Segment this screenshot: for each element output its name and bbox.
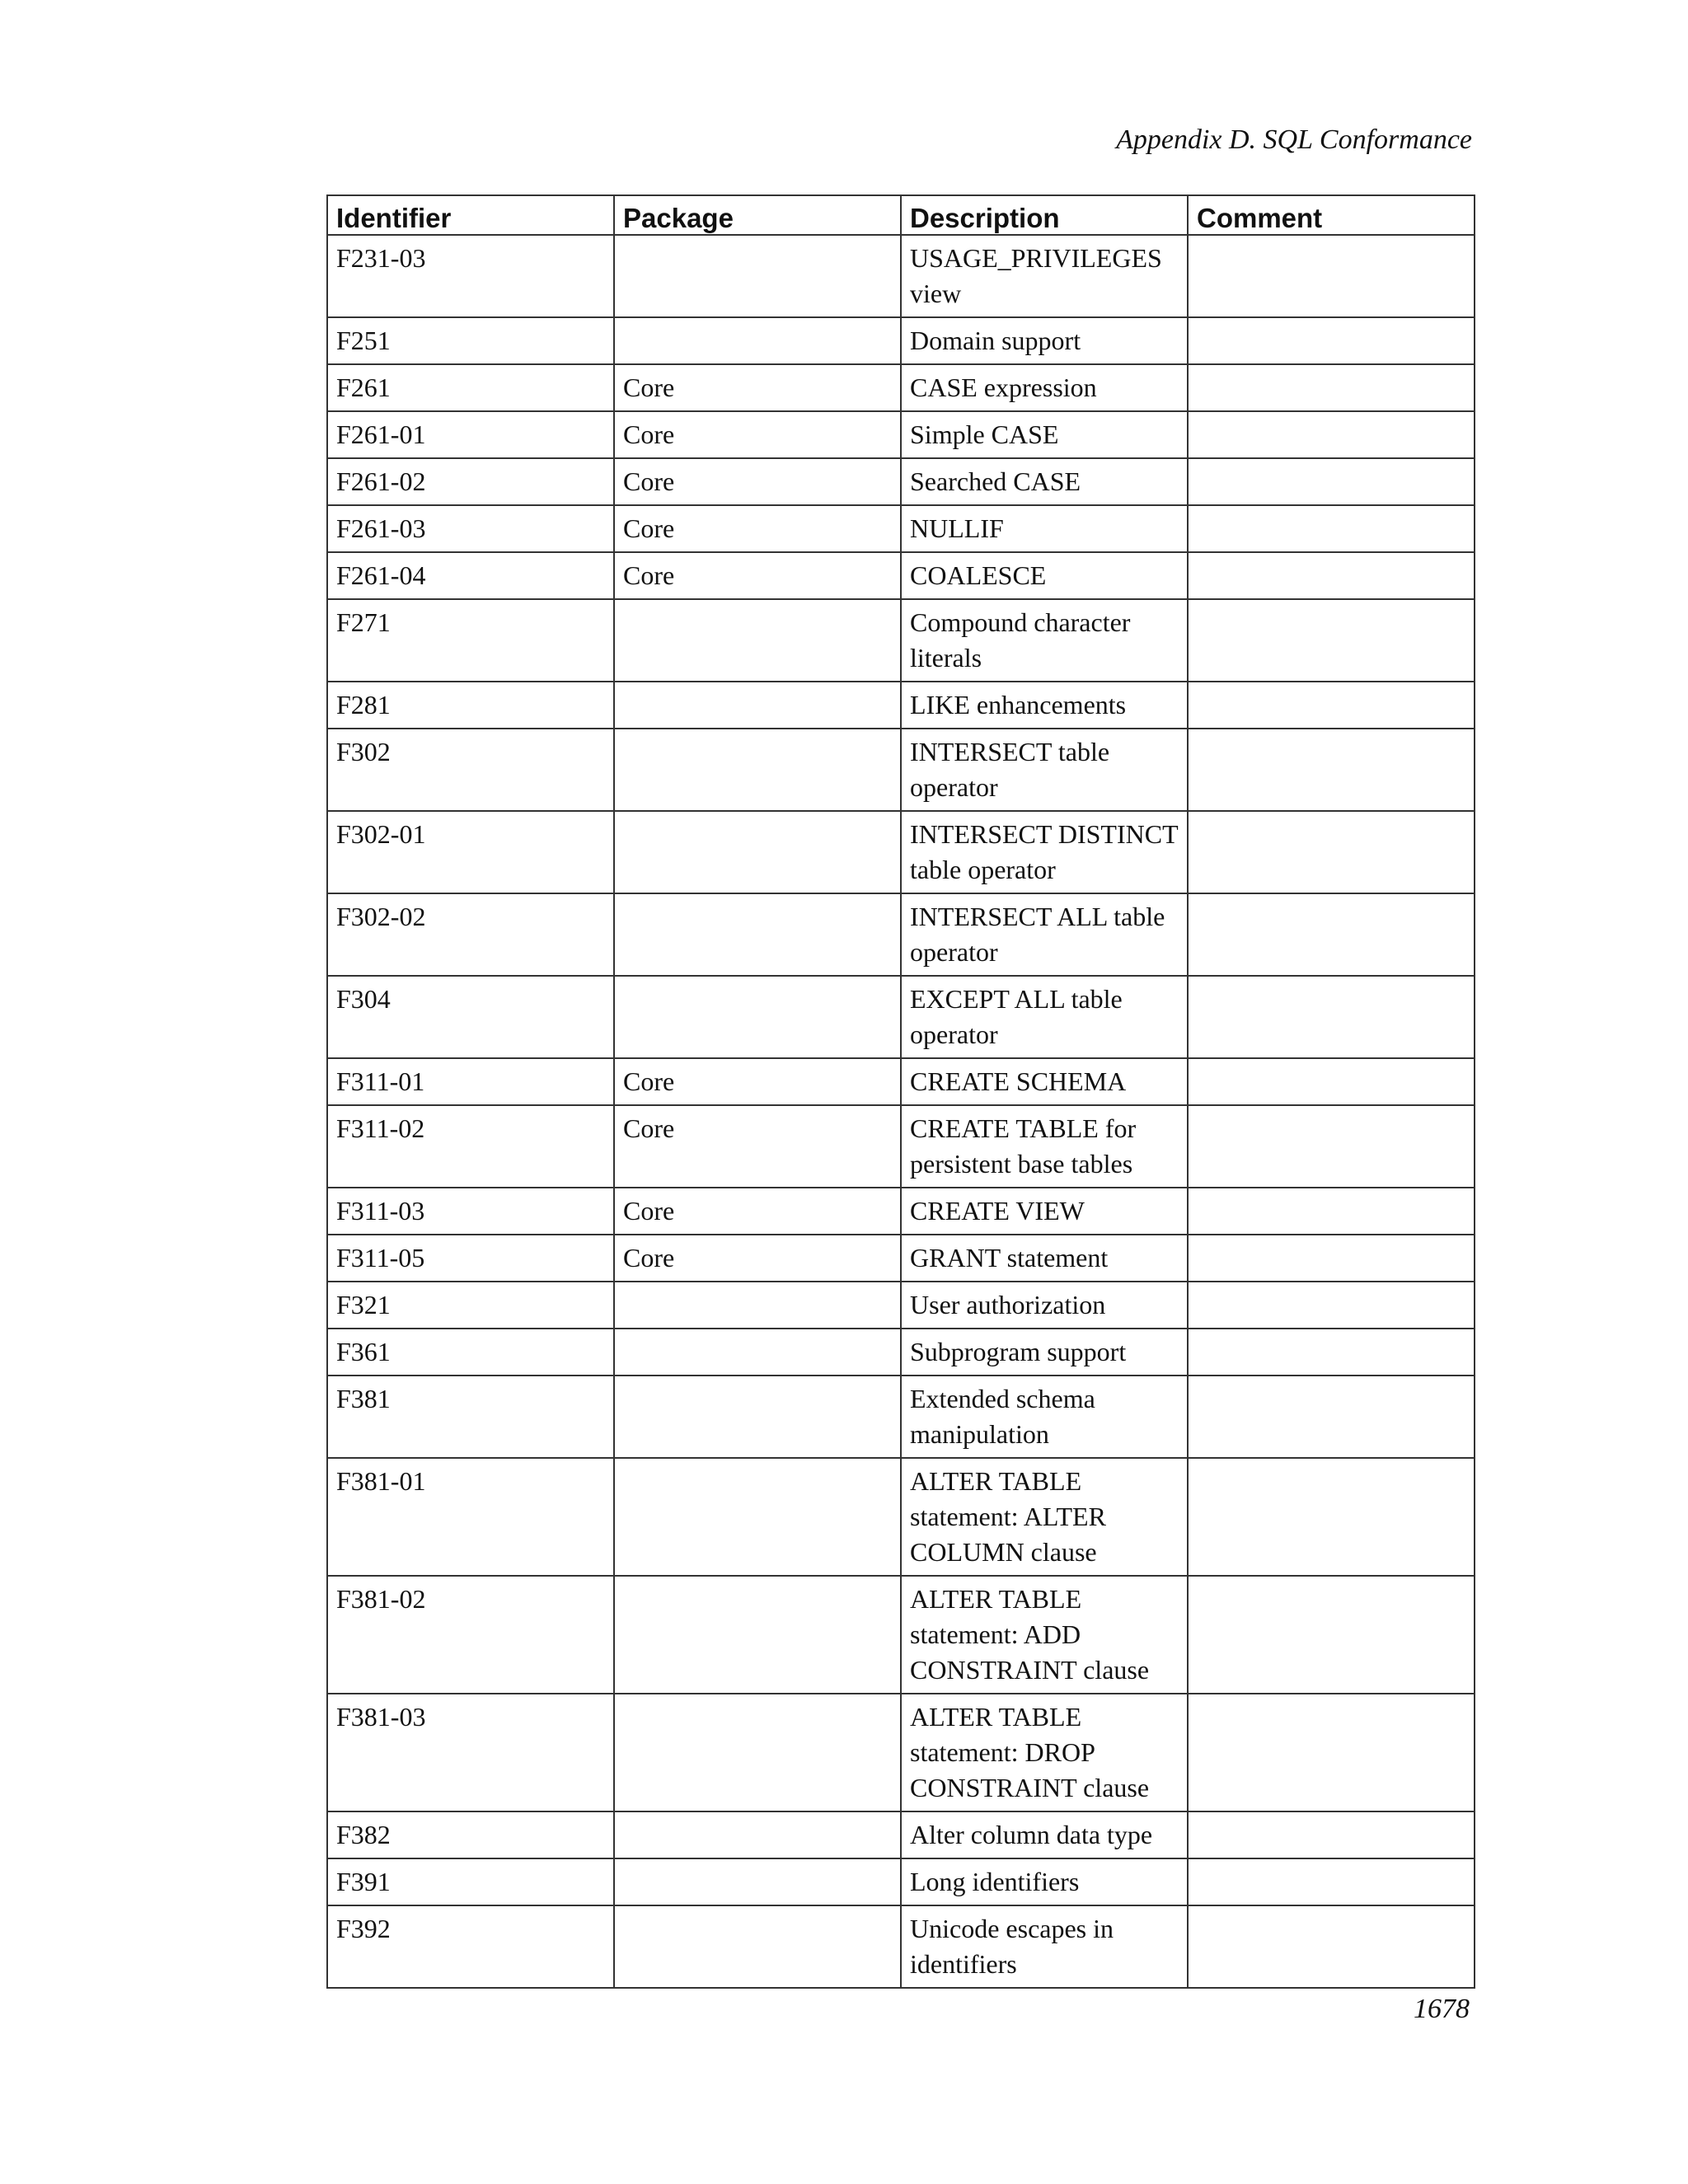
table-row — [327, 317, 1475, 364]
cell-identifier: F251 — [327, 317, 614, 364]
cell-identifier: F304 — [327, 976, 614, 1058]
cell-package — [614, 729, 901, 811]
cell-comment — [1188, 1329, 1475, 1376]
running-header: Appendix D. SQL Conformance — [1116, 124, 1472, 155]
table-row — [327, 1188, 1475, 1235]
cell-identifier: F281 — [327, 682, 614, 729]
cell-comment — [1188, 317, 1475, 364]
cell-identifier: F261-01 — [327, 411, 614, 458]
table-row — [327, 1576, 1475, 1694]
cell-package — [614, 1376, 901, 1458]
cell-comment — [1188, 458, 1475, 505]
cell-identifier: F382 — [327, 1811, 614, 1858]
cell-package — [614, 235, 901, 317]
cell-identifier: F302-01 — [327, 811, 614, 893]
cell-comment — [1188, 1858, 1475, 1905]
cell-description: Subprogram support — [901, 1329, 1188, 1376]
cell-description: COALESCE — [901, 552, 1188, 599]
table-row — [327, 235, 1475, 317]
cell-package — [614, 1811, 901, 1858]
cell-identifier: F302-02 — [327, 893, 614, 976]
sql-conformance-table — [326, 194, 1475, 1989]
cell-package: Core — [614, 1235, 901, 1282]
cell-identifier: F311-03 — [327, 1188, 614, 1235]
cell-package — [614, 893, 901, 976]
cell-description: Simple CASE — [901, 411, 1188, 458]
cell-comment — [1188, 1058, 1475, 1105]
cell-description: Unicode escapes in identifiers — [901, 1905, 1188, 1988]
table-row — [327, 976, 1475, 1058]
table-row — [327, 1811, 1475, 1858]
column-header-comment: Comment — [1188, 195, 1475, 235]
cell-comment — [1188, 1458, 1475, 1576]
cell-package — [614, 599, 901, 682]
cell-package — [614, 1576, 901, 1694]
cell-package — [614, 1694, 901, 1811]
table-row — [327, 1235, 1475, 1282]
table-row — [327, 1458, 1475, 1576]
cell-description: LIKE enhancements — [901, 682, 1188, 729]
table-row — [327, 411, 1475, 458]
table-row — [327, 682, 1475, 729]
cell-comment — [1188, 1376, 1475, 1458]
cell-identifier: F261-04 — [327, 552, 614, 599]
cell-comment — [1188, 599, 1475, 682]
cell-description: INTERSECT DISTINCT table operator — [901, 811, 1188, 893]
table-row — [327, 458, 1475, 505]
table-row — [327, 729, 1475, 811]
cell-comment — [1188, 1235, 1475, 1282]
cell-package — [614, 976, 901, 1058]
cell-description: Compound character literals — [901, 599, 1188, 682]
cell-comment — [1188, 552, 1475, 599]
cell-package: Core — [614, 364, 901, 411]
cell-description: ALTER TABLE statement: ADD CONSTRAINT clause — [901, 1576, 1188, 1694]
cell-description: GRANT statement — [901, 1235, 1188, 1282]
table-header — [327, 195, 1475, 235]
cell-package — [614, 317, 901, 364]
cell-identifier: F392 — [327, 1905, 614, 1988]
cell-comment — [1188, 976, 1475, 1058]
cell-comment — [1188, 505, 1475, 552]
cell-package — [614, 1858, 901, 1905]
table-row — [327, 1058, 1475, 1105]
table-row — [327, 552, 1475, 599]
table-row — [327, 1694, 1475, 1811]
cell-package — [614, 1905, 901, 1988]
cell-identifier: F311-01 — [327, 1058, 614, 1105]
table-row — [327, 599, 1475, 682]
cell-comment — [1188, 1905, 1475, 1988]
cell-comment — [1188, 893, 1475, 976]
cell-description: Long identifiers — [901, 1858, 1188, 1905]
cell-identifier: F381 — [327, 1376, 614, 1458]
cell-description: Searched CASE — [901, 458, 1188, 505]
table-row — [327, 893, 1475, 976]
cell-identifier: F261-02 — [327, 458, 614, 505]
cell-identifier: F231-03 — [327, 235, 614, 317]
header-row — [327, 195, 1475, 235]
cell-comment — [1188, 729, 1475, 811]
cell-identifier: F381-03 — [327, 1694, 614, 1811]
cell-identifier: F311-05 — [327, 1235, 614, 1282]
cell-package: Core — [614, 1105, 901, 1188]
cell-package — [614, 1329, 901, 1376]
table-row — [327, 1282, 1475, 1329]
cell-description: CREATE VIEW — [901, 1188, 1188, 1235]
page-number: 1678 — [1414, 1994, 1470, 2024]
cell-package: Core — [614, 458, 901, 505]
cell-comment — [1188, 1188, 1475, 1235]
cell-identifier: F302 — [327, 729, 614, 811]
cell-package — [614, 1282, 901, 1329]
cell-description: CREATE TABLE for persistent base tables — [901, 1105, 1188, 1188]
column-header-identifier: Identifier — [327, 195, 614, 235]
cell-comment — [1188, 1694, 1475, 1811]
cell-comment — [1188, 1282, 1475, 1329]
cell-identifier: F311-02 — [327, 1105, 614, 1188]
cell-identifier: F321 — [327, 1282, 614, 1329]
cell-comment — [1188, 1811, 1475, 1858]
cell-identifier: F391 — [327, 1858, 614, 1905]
table-row — [327, 505, 1475, 552]
cell-package: Core — [614, 411, 901, 458]
cell-description: CASE expression — [901, 364, 1188, 411]
cell-description: Domain support — [901, 317, 1188, 364]
cell-description: INTERSECT ALL table operator — [901, 893, 1188, 976]
cell-description: INTERSECT table operator — [901, 729, 1188, 811]
table-row — [327, 811, 1475, 893]
table-row — [327, 364, 1475, 411]
cell-identifier: F381-02 — [327, 1576, 614, 1694]
cell-description: Alter column data type — [901, 1811, 1188, 1858]
table-row — [327, 1858, 1475, 1905]
cell-description: ALTER TABLE statement: DROP CONSTRAINT clause — [901, 1694, 1188, 1811]
cell-package — [614, 811, 901, 893]
cell-description: Extended schema manipulation — [901, 1376, 1188, 1458]
cell-identifier: F381-01 — [327, 1458, 614, 1576]
cell-comment — [1188, 1576, 1475, 1694]
cell-description: EXCEPT ALL table operator — [901, 976, 1188, 1058]
cell-description: ALTER TABLE statement: ALTER COLUMN clause — [901, 1458, 1188, 1576]
cell-package: Core — [614, 552, 901, 599]
table-row — [327, 1105, 1475, 1188]
cell-comment — [1188, 411, 1475, 458]
cell-package — [614, 682, 901, 729]
cell-identifier: F261-03 — [327, 505, 614, 552]
cell-package — [614, 1458, 901, 1576]
cell-package: Core — [614, 505, 901, 552]
cell-package: Core — [614, 1188, 901, 1235]
cell-description: USAGE_PRIVILEGES view — [901, 235, 1188, 317]
cell-comment — [1188, 235, 1475, 317]
cell-comment — [1188, 811, 1475, 893]
cell-description: User authorization — [901, 1282, 1188, 1329]
column-header-description: Description — [901, 195, 1188, 235]
cell-description: NULLIF — [901, 505, 1188, 552]
cell-comment — [1188, 364, 1475, 411]
cell-description: CREATE SCHEMA — [901, 1058, 1188, 1105]
table-row — [327, 1376, 1475, 1458]
cell-identifier: F261 — [327, 364, 614, 411]
table-row — [327, 1905, 1475, 1988]
table-body — [327, 235, 1475, 1988]
cell-identifier: F271 — [327, 599, 614, 682]
cell-identifier: F361 — [327, 1329, 614, 1376]
cell-comment — [1188, 1105, 1475, 1188]
cell-package: Core — [614, 1058, 901, 1105]
column-header-package: Package — [614, 195, 901, 235]
cell-comment — [1188, 682, 1475, 729]
table-row — [327, 1329, 1475, 1376]
